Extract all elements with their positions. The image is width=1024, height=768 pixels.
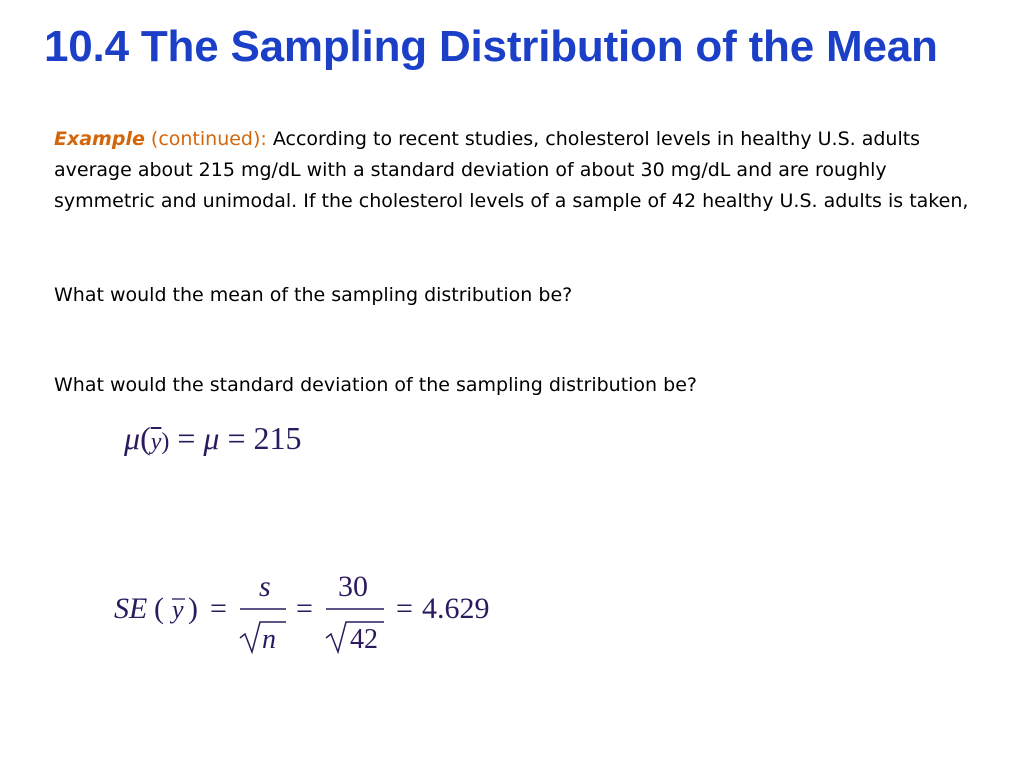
equals-sign-3: = bbox=[396, 592, 413, 625]
equals-sign-1: = bbox=[210, 592, 227, 625]
denominator-42: 42 bbox=[350, 624, 378, 655]
numerator-s: s bbox=[259, 570, 271, 603]
se-label: SE bbox=[114, 592, 148, 625]
standard-error-formula bbox=[114, 566, 514, 666]
numerator-30: 30 bbox=[338, 570, 368, 603]
example-paragraph bbox=[54, 124, 974, 217]
question-mean: What would the mean of the sampling distribution be? bbox=[54, 284, 573, 306]
se-ybar: y bbox=[172, 595, 184, 624]
se-paren-open: ( bbox=[154, 592, 164, 625]
example-text: According to recent studies, cholesterol levels in healthy U.S. adults average about 215 mg/dL with a standard deviation of about 30 mg/dL and are roughly symmetric and unimodal. If the cholesterol levels of a sample of 42 healthy U.S. adults is taken, bbox=[54, 128, 969, 212]
mu-symbol-2: μ bbox=[203, 420, 220, 456]
mean-formula bbox=[124, 420, 302, 457]
se-result: 4.629 bbox=[422, 592, 490, 625]
se-formula-svg bbox=[114, 566, 514, 666]
example-continued: (continued): bbox=[150, 128, 267, 150]
mean-value: 215 bbox=[253, 420, 302, 456]
right-paren: ) bbox=[161, 429, 170, 455]
example-label: Example bbox=[54, 128, 145, 150]
denominator-n: n bbox=[262, 624, 276, 655]
equals-sign: = bbox=[177, 420, 196, 456]
se-paren-close: ) bbox=[188, 592, 198, 625]
left-paren: ( bbox=[140, 420, 151, 456]
question-sd: What would the standard deviation of the sampling distribution be? bbox=[54, 374, 697, 396]
mu-symbol: μ bbox=[124, 420, 141, 456]
equals-sign-2: = bbox=[227, 420, 246, 456]
slide-title: 10.4 The Sampling Distribution of the Mean bbox=[44, 22, 938, 71]
equals-sign-2: = bbox=[296, 592, 313, 625]
y-bar: $\overline{y}$ bbox=[150, 429, 162, 455]
